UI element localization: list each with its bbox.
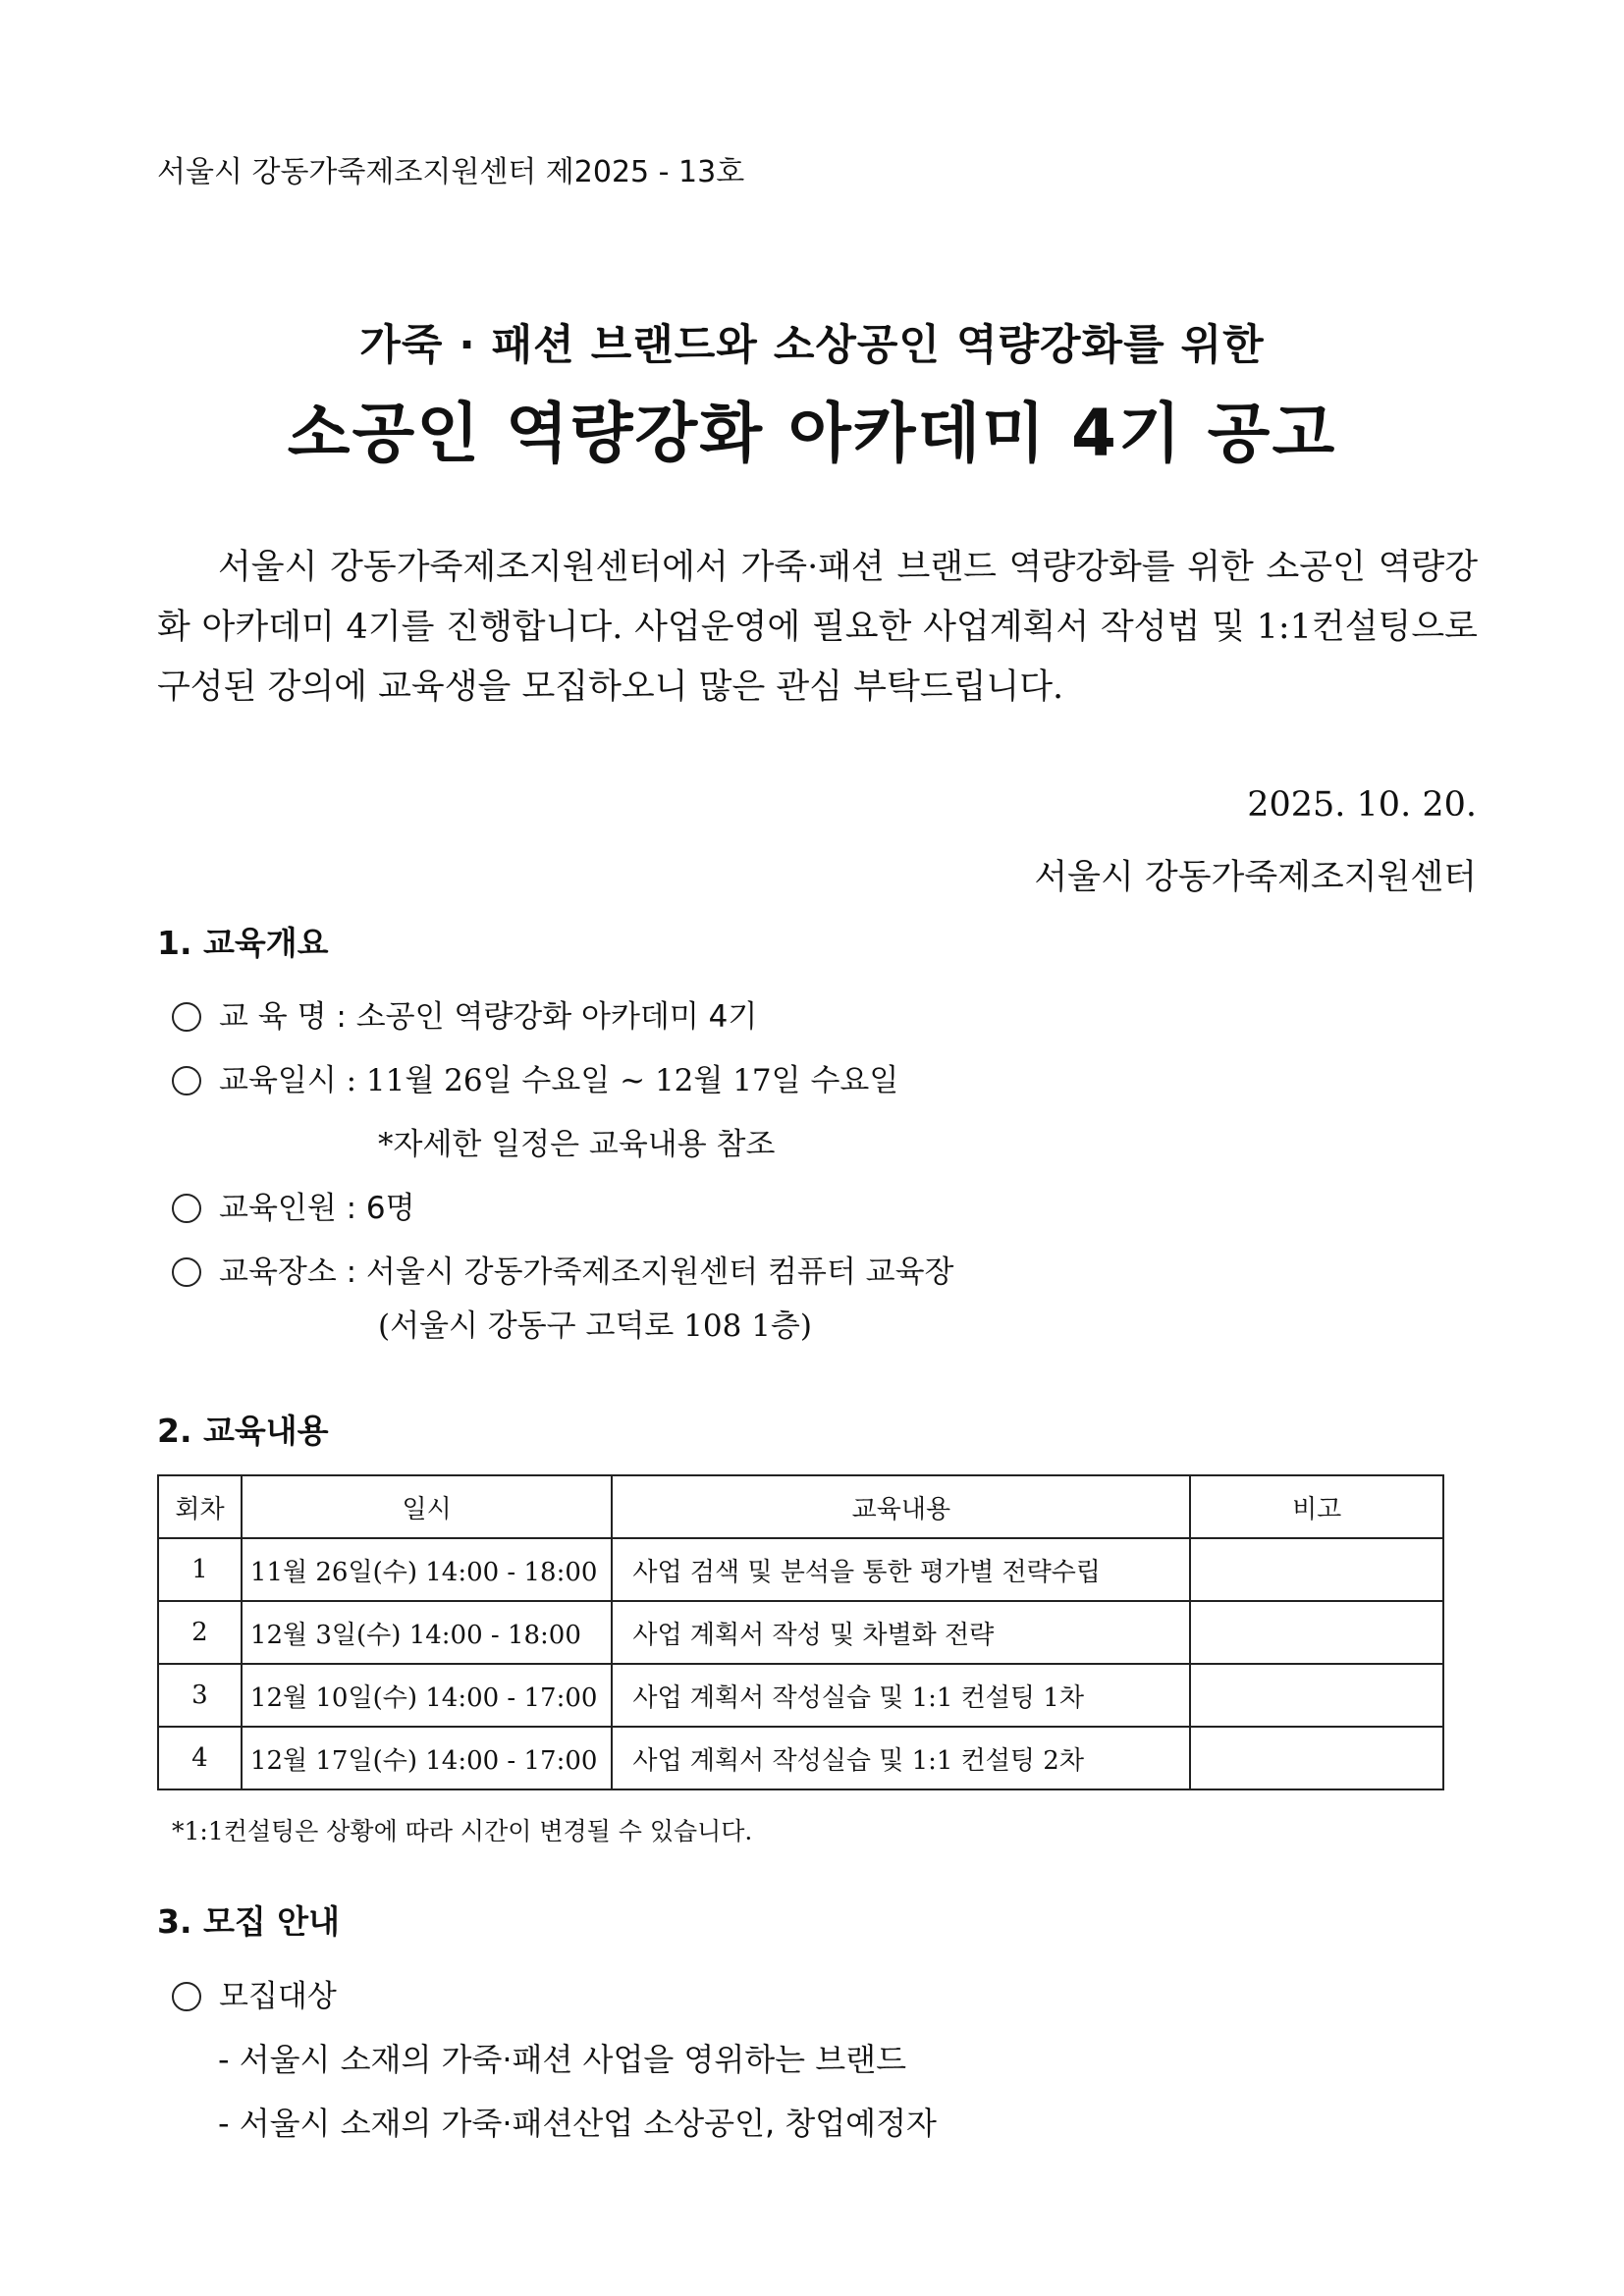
session-remark <box>1190 1601 1443 1664</box>
session-remark <box>1190 1538 1443 1601</box>
table-header-cell: 비고 <box>1190 1475 1443 1538</box>
session-datetime: 12월 3일(수) 14:00 - 18:00 <box>242 1601 612 1664</box>
overview-place-text: 교육장소 : 서울시 강동가죽제조지원센터 컴퓨터 교육장 <box>219 1255 954 1290</box>
overview-item-place <box>172 1247 953 1291</box>
session-datetime: 12월 10일(수) 14:00 - 17:00 <box>242 1664 612 1727</box>
recruit-target-line: - 서울시 소재의 가죽·패션산업 소상공인, 창업예정자 <box>218 2105 937 2142</box>
table-footnote: *1:1컨설팅은 상황에 따라 시간이 변경될 수 있습니다. <box>172 1817 753 1845</box>
subtitle: 가죽 · 패션 브랜드와 소상공인 역량강화를 위한 <box>359 321 1265 370</box>
table-row <box>158 1601 1443 1664</box>
table-header-cell: 일시 <box>242 1475 612 1538</box>
overview-address: (서울시 강동구 고덕로 108 1층) <box>378 1308 812 1344</box>
table-header-cell: 회차 <box>158 1475 242 1538</box>
overview-item-name <box>172 991 757 1036</box>
session-datetime: 11월 26일(수) 14:00 - 18:00 <box>242 1538 612 1601</box>
session-content: 사업 계획서 작성실습 및 1:1 컨설팅 1차 <box>612 1664 1190 1727</box>
intro-paragraph: 서울시 강동가죽제조지원센터에서 가죽·패션 브랜드 역량강화를 위한 소공인 역량강화 아카데미 4기를 진행합니다. 사업운영에 필요한 사업계획서 작성법 및 1:1컨설팅으로 구성된 강의에 교육생을 모집하오니 많은 관심 부탁드립니다. <box>157 548 1478 707</box>
recruit-target-item <box>172 1971 337 2015</box>
section-1-heading: 1. 교육개요 <box>157 924 329 962</box>
session-content: 사업 계획서 작성실습 및 1:1 컨설팅 2차 <box>612 1727 1190 1789</box>
recruit-target-line: - 서울시 소재의 가죽·패션 사업을 영위하는 브랜드 <box>218 2041 906 2078</box>
circle-bullet-icon <box>172 1002 201 1032</box>
document-number: 서울시 강동가죽제조지원센터 제2025 - 13호 <box>157 155 745 189</box>
overview-item-capacity <box>172 1183 415 1227</box>
session-number: 2 <box>158 1601 242 1664</box>
session-remark <box>1190 1664 1443 1727</box>
table-header-cell: 교육내용 <box>612 1475 1190 1538</box>
session-number: 1 <box>158 1538 242 1601</box>
session-datetime: 12월 17일(수) 14:00 - 17:00 <box>242 1727 612 1789</box>
table-row <box>158 1664 1443 1727</box>
overview-capacity-text: 교육인원 : 6명 <box>219 1191 415 1226</box>
page-title: 소공인 역량강화 아카데미 4기 공고 <box>287 396 1337 471</box>
circle-bullet-icon <box>172 1257 201 1287</box>
table-row <box>158 1538 1443 1601</box>
overview-item-schedule <box>172 1055 898 1099</box>
session-content: 사업 검색 및 분석을 통한 평가별 전략수립 <box>612 1538 1190 1601</box>
circle-bullet-icon <box>172 1982 201 2011</box>
circle-bullet-icon <box>172 1066 201 1095</box>
section-2-heading: 2. 교육내용 <box>157 1412 329 1450</box>
overview-name-text: 교 육 명 : 소공인 역량강화 아카데미 4기 <box>219 999 758 1035</box>
session-number: 4 <box>158 1727 242 1789</box>
session-content: 사업 계획서 작성 및 차별화 전략 <box>612 1601 1190 1664</box>
organization-name: 서울시 강동가죽제조지원센터 <box>1034 858 1477 897</box>
table-header-row <box>158 1475 1443 1538</box>
announcement-date: 2025. 10. 20. <box>1247 785 1477 825</box>
table-row <box>158 1727 1443 1789</box>
circle-bullet-icon <box>172 1194 201 1223</box>
overview-schedule-text: 교육일시 : 11월 26일 수요일 ~ 12월 17일 수요일 <box>219 1063 899 1098</box>
session-remark <box>1190 1727 1443 1789</box>
schedule-table <box>157 1474 1444 1790</box>
recruit-target-label: 모집대상 <box>219 1979 337 2014</box>
overview-schedule-note: *자세한 일정은 교육내용 참조 <box>378 1127 776 1162</box>
session-number: 3 <box>158 1664 242 1727</box>
section-3-heading: 3. 모집 안내 <box>157 1902 340 1941</box>
